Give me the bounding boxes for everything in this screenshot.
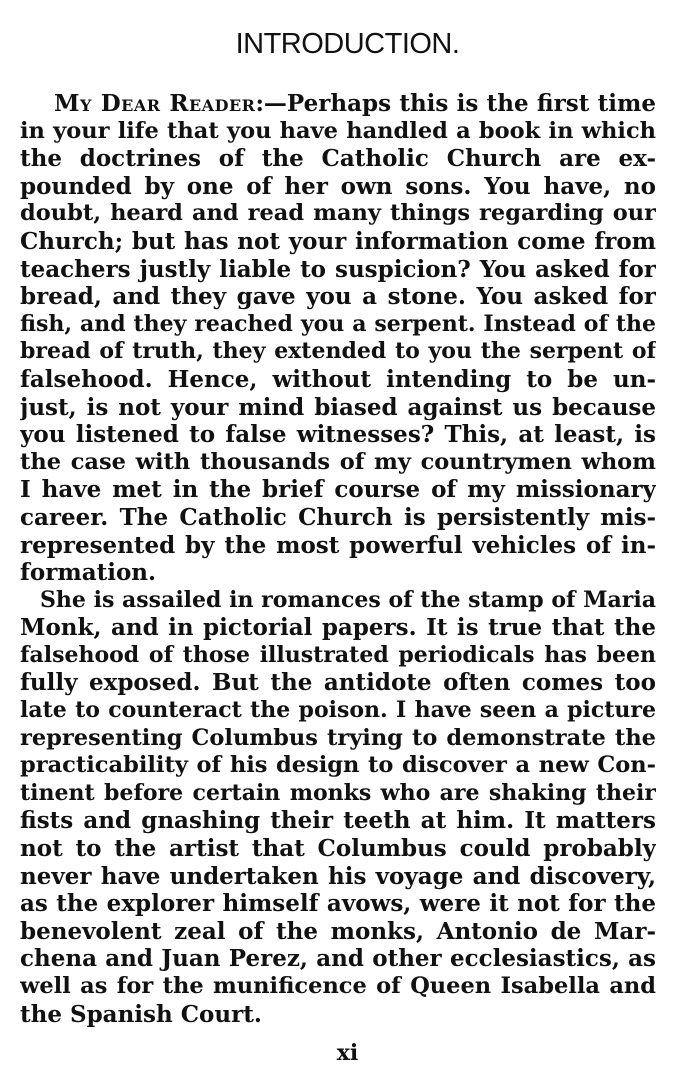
text-line: fully exposed. But the antidote often comes too bbox=[20, 669, 656, 697]
text-line: not to the artist that Columbus could probably bbox=[20, 835, 656, 863]
text-line: in your life that you have handled a book in which bbox=[20, 117, 656, 144]
text-line: benevolent zeal of the monks, Antonio de Mar- bbox=[20, 917, 656, 945]
text-line: never have undertaken his voyage and discovery, bbox=[20, 862, 656, 890]
text-line: She is assailed in romances of the stamp of Maria bbox=[40, 586, 656, 613]
salutation: My Dear Reader bbox=[54, 90, 256, 117]
text-line: practicability of his design to discover a new Con- bbox=[20, 752, 656, 779]
text-line: doubt, heard and read many things regarding our bbox=[20, 200, 656, 227]
text-line: bread of truth, they extended to you the serpent of bbox=[20, 338, 656, 365]
text-line: chena and Juan Perez, and other ecclesiastics, as bbox=[20, 945, 656, 973]
text-line: representing Columbus trying to demonstrate the bbox=[20, 724, 656, 751]
text-line: well as for the munificence of Queen Isabella and bbox=[20, 973, 656, 999]
text-line: represented by the most powerful vehicles of in- bbox=[20, 531, 656, 559]
text-line: the Spanish Court. bbox=[20, 1000, 262, 1028]
text-line: fists and gnashing their teeth at him. It matters bbox=[20, 807, 656, 835]
text-line: bread, and they gave you a stone. You asked for bbox=[20, 283, 656, 311]
text-line: you listened to false witnesses? This, at least, is bbox=[20, 421, 656, 449]
text-line: Monk, and in pictorial papers. It is true that the bbox=[20, 614, 656, 642]
text-line: tinent before certain monks who are shaking their bbox=[20, 779, 656, 806]
page-number: xi bbox=[336, 1040, 359, 1066]
text-line: falsehood of those illustrated periodicals has been bbox=[20, 641, 656, 668]
text-line: pounded by one of her own sons. You have, no bbox=[20, 172, 656, 200]
text-line: I have met in the brief course of my missionary bbox=[20, 476, 656, 504]
text-line: as the explorer himself avows, were it not for the bbox=[20, 890, 656, 918]
text-line: fish, and they reached you a serpent. Instead of the bbox=[20, 310, 656, 337]
text-line: just, is not your mind biased against us because bbox=[20, 393, 656, 421]
text-line: formation. bbox=[20, 559, 157, 587]
page-title: INTRODUCTION. bbox=[235, 28, 460, 60]
text-line: falsehood. Hence, without intending to be un- bbox=[20, 365, 656, 393]
text-line: the case with thousands of my countrymen whom bbox=[20, 448, 656, 475]
text-line: the doctrines of the Catholic Church are ex- bbox=[20, 145, 656, 173]
text-line: teachers justly liable to suspicion? You asked for bbox=[20, 255, 656, 283]
text-line: career. The Catholic Church is persistently mis- bbox=[20, 503, 656, 531]
body-text bbox=[20, 90, 656, 1028]
text-line: late to counteract the poison. I have seen a picture bbox=[20, 697, 656, 724]
text-line: Church; but has not your information come from bbox=[20, 227, 656, 255]
text-line: My Dear Reader:—Perhaps this is the first time bbox=[54, 90, 656, 117]
